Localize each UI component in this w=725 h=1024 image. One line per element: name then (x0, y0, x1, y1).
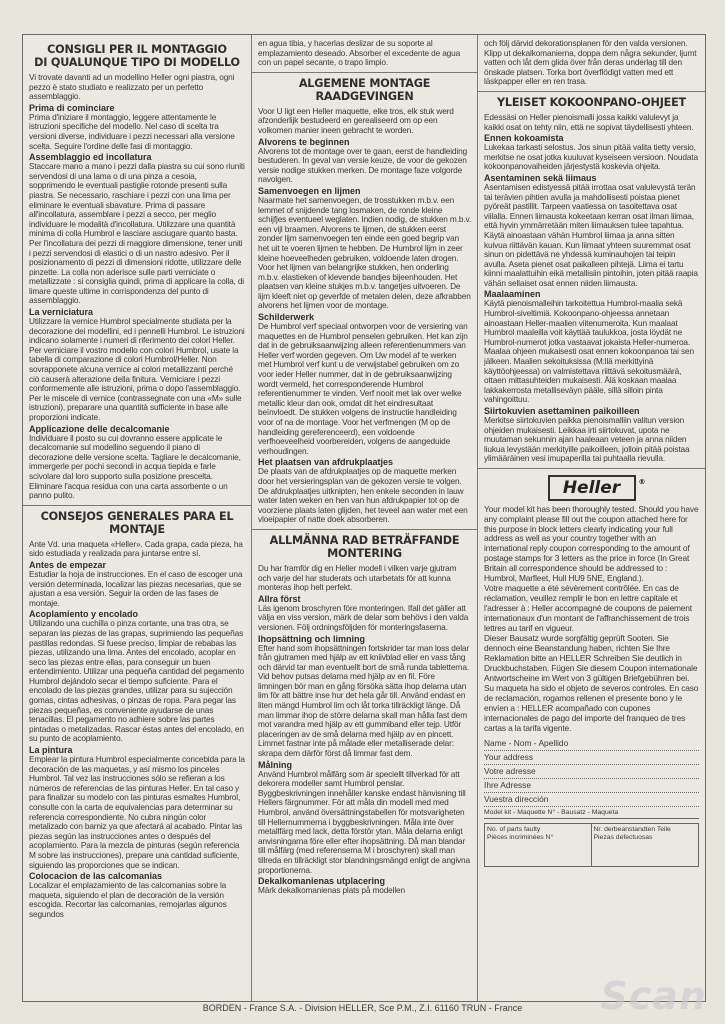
finnish-heading-2: Asentaminen sekä liimaus (484, 172, 597, 183)
spanish-intro: Ante Vd. una maqueta «Heller». Cada grapa, cada pieza, ha sido estudiada y realizada para juntarse entre sí. (29, 538, 243, 559)
german-info: Dieser Bausatz wurde sorgfältig geprüft Sooten. Sie dennoch eine Beanstandung haben, richten Sie Ihre Reklamation bitte an HELLER Schreiben Sie deutlich in Druckbuchstaben. Fügen Sie diesem Coupon internationale Antwortscheine im Wert von 3 gültigen Briefgebühren bei. (484, 633, 698, 683)
spanish-heading-2: Acoplamiento y encolado (29, 609, 139, 620)
footer-address: BORDEN - France S.A. - Division HELLER, Sce P.M., Z.I. 61160 TRUN - France (202, 1003, 523, 1013)
finnish-text-4: Merkitse siirtokuvien paikka pienoismalliin valitun version ohjeiden mukaisesti. Leikkaa irti siirtokuvat, upota ne muutaman sekunnin ajan haaleaan veteen ja anna niiden liukua levystään merkityille paikoilleen, jolloin pitää poistaa ylimääräinen vesi imupaperilla tai puhtaalla rievulla. (484, 415, 690, 464)
complaint-form (484, 737, 699, 867)
parts-beanstandet-cell[interactable] (592, 824, 699, 866)
spanish-heading-3: La pintura (29, 745, 73, 756)
divider (478, 468, 705, 469)
dutch-title: ALGEMENE MONTAGE RAADGEVINGEN (298, 76, 431, 103)
english-info: Your model kit has been thoroughly tested. Should you have any complaint please fill out the coupon attached here for this purpose in block letters clearly indicating your full address as well as your country together with an international reply coupon corresponding to the amount of postage stamps for 3 letters as the price in force (In Great Britain all correspondence should be addressed to : Humbrol, Marfleet, Hull HU9 5NE, England.). (484, 503, 699, 583)
dutch-heading-4: Het plaatsen van afdrukplaatjes (258, 457, 394, 468)
registered-mark: ® (638, 477, 646, 486)
ihre-adresse-field[interactable]: Ihre Adresse (484, 779, 699, 793)
teile-label: Nr. derbeanstandten Teile (593, 826, 671, 834)
dutch-intro: Voor U ligt een Heller maquette, elke tros, elk stuk werd afzonderlijk bestudeerd en gerealiseerd om op een volkomen manier ineen gebracht te worden. (258, 105, 454, 135)
column-right (478, 35, 705, 1001)
italian-title: CONSIGLI PER IL MONTAGGIO DI QUALUNQUE TIPO DI MODELLO (34, 43, 240, 69)
instruction-sheet (22, 34, 706, 1002)
swedish-text-4: Märk dekalkomanienas plats på modellen (258, 885, 405, 896)
italian-intro: Vi trovate davanti ad un modellino Heller ogni piastra, ogni pezzo è stato studiato e realizzato per un perfetto assemblaggio. (29, 72, 235, 102)
divider (252, 72, 477, 73)
finnish-heading-4: Siirtokuvien asettaminen paikoilleen (484, 406, 640, 416)
model-kit-field[interactable]: Model kit - Maquette N° - Bausatz - Maqueta (484, 807, 699, 819)
spanish-info: Su maqueta ha sido el objeto de severos controles. En caso de reclamación, rogamos rellenen el presente bono y le envíen a : HELLER acompañado con cupones internacionales de pago del importe del franqueo de tres cartas a la tarifa vigente. (484, 683, 699, 733)
complaint-info (484, 505, 699, 733)
spanish-continued: en agua tibia, y hacerlas deslizar de su soporte al emplazamiento deseado. Absorber el excedente de agua con un papel secante, o trapo limpio. (258, 38, 461, 68)
finnish-heading-1: Ennen kokoamista (484, 133, 564, 144)
italian-heading-4: Applicazione delle decalcomanie (29, 423, 170, 434)
dutch-text-1: Alvorens tot de montage over te gaan, eerst de handleiding bestuderen. In geval van versie keuze, de voor de gekozen versie nodige stukken merken. De montage faze volgorde navolgen. (258, 145, 468, 185)
swedish-continued: och följ därvid dekorationsplanen för den valda versionen. Klipp ut dekalkomanierna, doppa dem några sekunder, ljumt vatten och låt dem glida över från deras underlag till den önskade platsen. Torka bort överflödigt vatten med ett läskpapper eller en ren trasa. (484, 38, 697, 87)
spanish-text-3: Emplear la pintura Humbrol especialmente concebida para la decoración de las maquetas, y así mismo los pinceles Humbrol. Tal vez las instrucciones sólo se refieran a los números de referencias de las pinturas Heller. En tal caso y para finalizar su modelo con las pinturas esmaltes Humbrol, consulte con la carta de equivalencias para determinar su referencia correspondiente. No cubra ningún color metalizado con barniz ya que afectará al acabado. Pintar las piezas según las instrucciones antes o después del acoplamiento. Para la mezcla de pinturas (según referencia M sobre las instrucciones), prepare una cantidad suficiente, siguiendo las proporciones que se indican. (29, 754, 245, 870)
spanish-heading-4: Colocacion de las calcomanias (29, 871, 163, 882)
finnish-text-2: Asentamisen edistyessä pitää irrottaa osat valulevystä terän tai terävien pihtien avulla ja mahdollisesti poistaa pienet pyöreät pastillit. Tarpeen vaatiessa on tasoitettava osat viilalla. Ennen liimausta kokeetaan kerran osat ilman liimaa, että hyvin ymmärretään miten liimauksen tulee tapahtua. Käytä ainoastaan vähän Humbrol liimaa ja anna sitten kuivua riittävän kauan. Kun liimaat yhteen suuremmat osat sinun on pidettävä ne yhdessä kuminauhojen tai teipin avulla. Aseta pienet osat paikalleen pihtejä. Liima ei tartu kiinni maalattuihin eikä metallisiin pintoihin, joten pitää raapia vähän sellaiset osat ennen niiden liimausta. (484, 181, 698, 288)
dutch-heading-2: Samenvoegen en lijmen (258, 185, 361, 196)
dutch-text-4: De plaats van de afdrukplaatjes op de maquette merken door het versieringsplan van de gekozen versie te volgen. De afdrukplaatjes uitknipten, hen enkele seconden in lauw water laten weken en hen van hun afdrukpapier tot op de voorziene plaats laten glijden, het teveel aan water met een vloeipapier of natte doek absorberen. (258, 466, 468, 525)
swedish-text-2: Efter hand som ihopsättningen fortskrider tar man loss delar från gjutramen med hjälp av ett kniivblad eller en vass tång och därvid tar man eventuellt bort de små runda tabletterna. Vid behov putsas delarna med hjälp av en fil. Före limningen bör man en gång försöka sätta ihop delarna utan lim för att bättre inse hur det hela går till. Använd endast en liten mängd Humbrol lim och låt torka tillräckligt länge. Då man limmar ihop de större delarna skall man hålla fast dem mot varandra med hjälp av ett gummiband eller tejp. Utför placeringen av de små delarna med hjälp av en pincett. Limmet fastnar inte på målade eller metalliserade delar: skrapa dem därför först då limmar fast dem. (258, 642, 469, 759)
italian-text-3: Utilizzare la vernice Humbrol specialmente studiata per la decorazione dei modellini, ed i pennelli Humbrol. Le istruzioni indicano solamente i numeri di riferimento dei colori Heller. Per verniciare il vostro modello con colori Humbrol, usate la tabella di comparazione di colori Humbrol/Heller. Non sovrapponete alcuna vernice ai colori metallizzanti perché ciò causerà alterazione della finitura. Verniciare i pezzi conformemente alle istruzioni, prima o dopo l'assemblaggio. Per le miscele di vernice (contrassegnate con una «M» sulle istruzioni), preparare una quantità sufficiente in base alle proporzioni indicate. (29, 316, 245, 422)
swedish-intro: Du har framför dig en Heller modell i vilken varje gjutram och varje del har studerats och utarbetats för att kunna monteras ihop helt perfekt. (258, 562, 457, 593)
swedish-heading-2: Ihopsättning och limning (258, 633, 365, 644)
swedish-text-3: Använd Humbrol målfärg som är speciellt tillverkad för att dekorera modeller samt Humbrol penslar. Byggbeskrivningen innehåller kanske endast hänvisning till Hellers färgnummer. För att måla din modell med med Humbrol, använd översättningstabellen för motsvarigheten till Hellernummerna i byggbeskrivningen. Måla inte över metallfärg med lack, detta förstör ytan. Måla delarna enligt anvisningarna före eller efter ihopsättning. Då man blandar till målfärg (med referenserna M i broschyren) skall man tillreda en tillräckligt stor blandningsmängd enligt de angivna proportionerna. (258, 768, 470, 875)
vuestra-direccion-field[interactable]: Vuestra dirección (484, 793, 699, 807)
swedish-heading-4: Dekalkomanienas utplacering (258, 876, 386, 887)
italian-text-2: Staccare mano a mano i pezzi dalla piastra su cui sono riuniti servendosi di una lama o di una pinza a cesoia, sopprimendo le eventuali pastiglie rotonde presenti sulla piastra. Se necessario, raschiare i pezzi con una lima per eliminare le eventuali sbavature. Prima di passare all'incollatura, assemblare i pezzi a secco, per meglio individuare le modalità d'incollatura. Utilizzare una quantità minima di colla Humbrol e lasciare asciugare quanto basta. Per l'incollatura dei pezzi di maggiore dimensione, tener uniti i pezzi servendosi di elastici o di un nastro adesivo. Per il posizionamento di pezzi di dimensioni ridotte, utilizzare delle pinzette. La colla non aderisce sulle parti verniciate o metallizzate : si consiglia quindi, prima di applicare la colla, di limare queste ultime in corrispondenza del punto di assemblaggio. (29, 161, 245, 306)
piezas-defectuosas-label: Piezas defectuosas (593, 833, 653, 841)
dutch-text-2: Naarmate het samenvoegen, de trosstukken m.b.v. een lemmet of snijdende tang losmaken, de ronde kleine schijfjes eventueel weglaten. Indien nodig, de stukken m.b.v. een vijl braamen. Alvorens te lijmen, de stukken eerst zonder lijm samenvoegen ten einde een goed begrip van het uit te voeren lijmen te hebben. De Humbrol lijm in zeer kleine hoeveelheden gebruiken, voldoende laten drogen. Voor het lijmen van belangrijke stukken, hen onderling m.b.v. elastieken of klevende bandjes bijeenhouden. Het plaatsen van kleine stukjes m.b.v. tangetjes uitvoeren. De lijm kleeft niet op geverfde of metalen delen, deze afkrabben alvorens het lijmen voor de montage. (258, 194, 472, 311)
swedish-heading-1: Allra först (258, 593, 301, 604)
parts-faulty-cell[interactable] (485, 824, 592, 866)
adresse-field[interactable]: Votre adresse (484, 765, 699, 779)
spanish-title: CONSEJOS GENERALES PARA EL MONTAJE (40, 509, 234, 536)
name-field[interactable]: Name - Nom - Apellido (484, 737, 699, 751)
pieces-incriminees-label: Pièces incriminées N° (487, 833, 554, 841)
heller-logo (548, 475, 646, 501)
dutch-heading-1: Alvorens te beginnen (258, 136, 350, 147)
parts-faulty-label: No. of parts faulty (487, 826, 541, 834)
spanish-text-1: Estudiar la hoja de instrucciones. En el caso de escoger una versión determinada, localizar las piezas necesarias, que se ajustan a esa versión. Seguir la orden de las fases de montaje. (29, 568, 243, 608)
divider (478, 91, 705, 92)
finnish-heading-3: Maalaaminen (484, 289, 541, 300)
swedish-text-1: Läs igenom broschyren före monteringen. Ifall det gäller att välja en viss version, märk de delar som behövs i den valda versionen. Följ ordningsföljden för monteringsfaserna. (258, 602, 469, 632)
parts-box[interactable] (484, 823, 699, 867)
column-middle (252, 35, 478, 1001)
finnish-text-1: Lukekaa tarkasti selostus. Jos sinun pitää valita tietty versio, merkitse ne osat jotka kuuluvat kyseiseen versioon. Noudata kokoonpanovaiheiden järjestystä koskevia ohjeita. (484, 142, 698, 172)
dutch-text-3: De Humbrol verf speciaal ontworpen voor de versiering van maquettes en de Humbrol penselen gebruiken. Het kan zijn dat in de gebruiksaanwijzing alleen referentienummers van Heller verf worden gegeven. Om Uw model af te werken met Humbrol verf kunt u de verwijstabel gebruiken om zo voor ieder Heller nummer, dat in de gebruiksaanwijzing wordt vermeld, het corresponderende Humbrol referentienummer te vinden. Verf nooit met lak over welke metallic kleur dan ook, omdat dit het eindresultaat beïnvloedt. De stukken volgens de instructie handleiding voor of na de montage. Voor het verfmengen (M op de handleiding gereferenceerd), een voldoende verfhoeveelheid voorbereiden, volgens de aangeduide verhoudingen. (258, 321, 468, 456)
swedish-heading-3: Målning (258, 759, 292, 770)
finnish-intro: Edessäsi on Heller pienoismalli jossa kaikki valulevyt ja kaikki osat on tehty niin, että ne sopivat täydellisesti yhteen. (484, 111, 694, 132)
scan-watermark: Scan (600, 974, 707, 1018)
finnish-title: YLEISET KOKOONPANO-OHJEET (497, 95, 686, 109)
column-left (23, 35, 252, 1001)
swedish-title: ALLMÄNNA RAD BETRÄFFANDE MONTERING (269, 533, 460, 560)
italian-heading-2: Assemblaggio ed incollatura (29, 152, 152, 163)
dutch-heading-3: Schilderwerk (258, 312, 315, 323)
italian-text-1: Prima d'iniziare il montaggio, leggere attentamente le istruzioni specifiche del modello. Nel caso di scelta tra versioni diverse, individuare i pezzi necessari alla versione scelta. Seguire l'ordine delle fasi di montaggio. (29, 111, 235, 151)
spanish-text-2: Utilizando una cuchilla o pinza cortante, una tras otra, se separan las piezas de las grapas, suprimiendo las pequeñas pastillas redondas. Si fuese preciso, limpiar de rebabas las piezas, utilizando una lima. Antes del encolado, acoplar en seco las piezas entre ellas, para conseguir un buen entendimiento. Utilizar una pequeña cantidad del pegamento Humbrol dejándolo secar el tiempo suficiente. Para el encolado de las piezas grandes, utilizar para su sujección gomas, cintas adhesivas, o pinzas de ropa. Para pegar las piezas pequeñas, es conveniente ayudarse de unas tenacillas. El pegamento no adhiere sobre las partes pintadas o metalizadas. Rascar éstas antes del encolado, en su punto de acoplamiento. (29, 618, 245, 744)
divider (23, 505, 251, 506)
spanish-text-4: Localizar el emplazamiento de las calcomanias sobre la maqueta, siguiendo el plan de decoración de la versión escogida. Recortar las calcomanias, remojarlas algunos segundos (29, 880, 227, 919)
italian-heading-1: Prima di cominciare (29, 102, 115, 113)
finnish-text-3: Käytä pienoismalleihin tarkoitettua Humbrol-maalia sekä Humbrol-siveltimiä. Kokoonpano-ohjeessa annetaan ainoastaan Heller-maalien viitenumeroita. Kun maalaat Humbrol maaleilla voit käyttää taulukkoa, josta löydät ne Humbrol-numerot jotka vastaavat jokaista Heller-numeroa. Maalaa ohjeen mukaisesti osat ennen kokoonpanoa tai sen jälkeen. Maalien sekoituksissa (M:llä merkittyinä käyttöohjeessa) on valmistettava riittävä sekoitusmäärä, ottaen mittasuhteiden mukaisesti. Älä koskaan maalaa lakkakerrosta metalliseväyn pääle, sillä silloin pinta vahingoittuu. (484, 298, 694, 405)
heller-logo-text: Heller (562, 477, 621, 498)
spanish-heading-1: Antes de empezar (29, 559, 107, 570)
divider (252, 529, 477, 530)
italian-text-4: Individuare il posto su cui dovranno essere applicate le decalcomanie sul modellino seguendo il piano di decorazione delle versione scelta. Tagliare le decalcomanie, immergerle per pochi secondi in acqua tiepida e farle scivolare dal loro supporto sulla posizione prescelta. Eliminare l'acqua residua con una carta assorbente o un panno pulito. (29, 432, 241, 501)
italian-heading-3: La verniciatura (29, 307, 94, 318)
address-field[interactable]: Your address (484, 751, 699, 765)
french-info: Votre maquette a été sévèrement contrôlée. En cas de réclamation, veuillez remplir le bon en lettre capitale et l'adresser à : Heller accompagné de coupons de paiement internationaux d'un montant de l'affranchissement de trois lettres au tarif en vigueur. (484, 583, 692, 633)
